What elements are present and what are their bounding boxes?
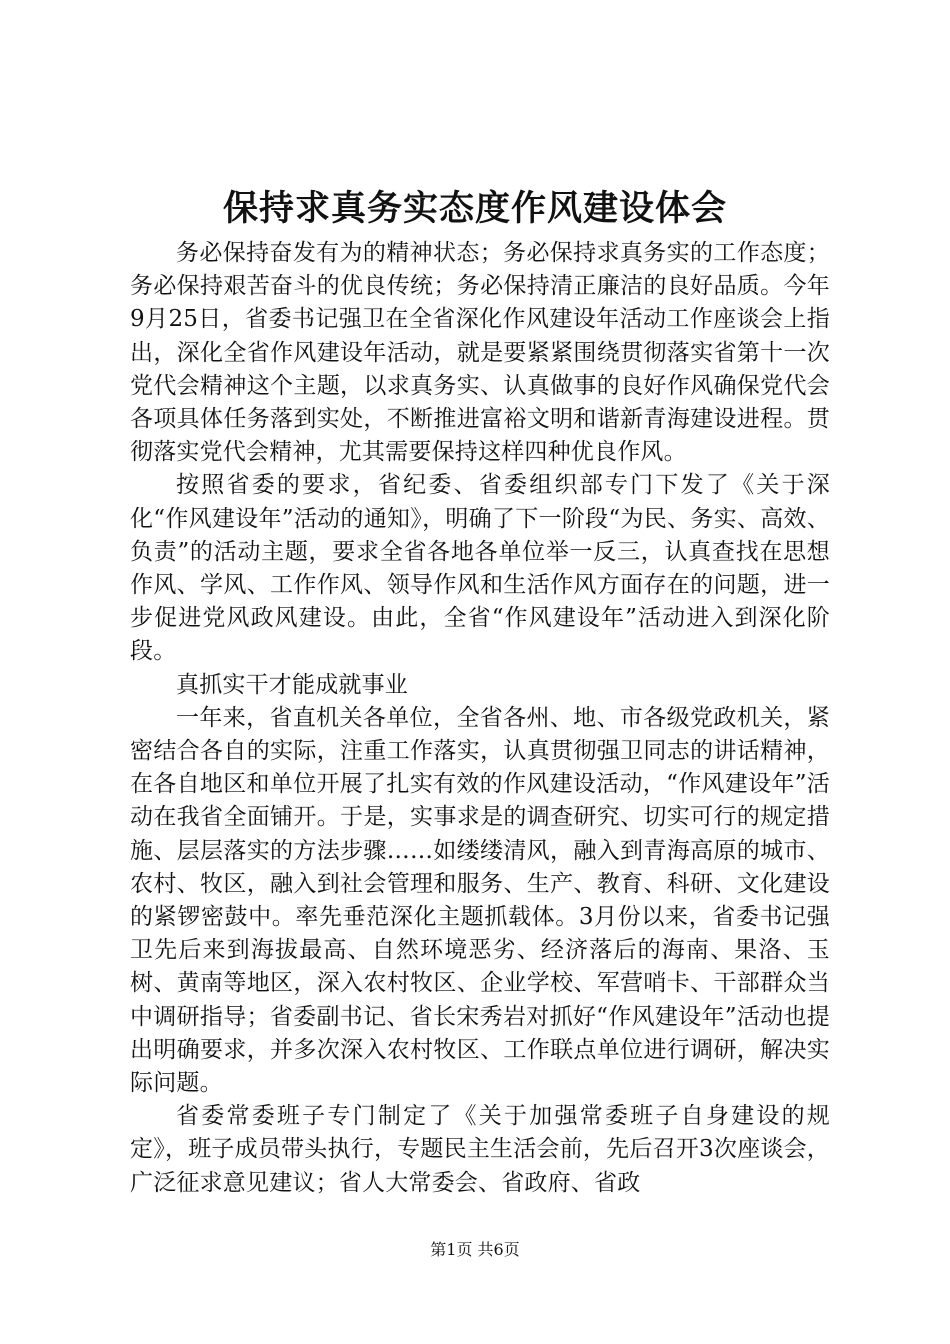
section-heading: 真抓实干才能成就事业 xyxy=(176,671,408,698)
page-number-footer: 第1页 共6页 xyxy=(430,1240,520,1259)
document-body xyxy=(130,237,830,1200)
paragraph-2: 按照省委的要求，省纪委、省委组织部专门下发了《关于深化“作风建设年”活动的通知》，明确了下一阶段“为民、务实、高效、负责”的活动主题，要求全省各地各单位举一反三，认真查找在思想作风、学风、工作作风、领导作风和生活作风方面存在的问题，进一步促进党风政风建设。由此，全省“作风建设年”活动进入到深化阶段。 xyxy=(130,472,830,665)
paragraph-3: 一年来，省直机关各单位，全省各州、地、市各级党政机关，紧密结合各自的实际，注重工作落实，认真贯彻强卫同志的讲话精神，在各自地区和单位开展了扎实有效的作风建设活动，“作风建设年”活动在我省全面铺开。于是，实事求是的调查研究、切实可行的规定措施、层层落实的方法步骤……如缕缕清风，融入到青海高原的城市、农村、牧区，融入到社会管理和服务、生产、教育、科研、文化建设的紧锣密鼓中。率先垂范深化主题抓载体。3月份以来，省委书记强卫先后来到海拔最高、自然环境恶劣、经济落后的海南、果洛、玉树、黄南等地区，深入农村牧区、企业学校、军营哨卡、干部群众当中调研指导；省委副书记、省长宋秀岩对抓好“作风建设年”活动也提出明确要求，并多次深入农村牧区、工作联点单位进行调研，解决实际问题。 xyxy=(130,704,830,1097)
paragraph-4: 省委常委班子专门制定了《关于加强常委班子自身建设的规定》，班子成员带头执行，专题民主生活会前，先后召开3次座谈会，广泛征求意见建议；省人大常委会、省政府、省政 xyxy=(130,1103,830,1196)
document-title: 保持求真务实态度作风建设体会 xyxy=(222,189,727,229)
paragraph-1: 务必保持奋发有为的精神状态；务必保持求真务实的工作态度；务必保持艰苦奋斗的优良传统；务必保持清正廉洁的良好品质。今年9月25日，省委书记强卫在全省深化作风建设年活动工作座谈会上指出，深化全省作风建设年活动，就是要紧紧围绕贯彻落实省第十一次党代会精神这个主题，以求真务实、认真做事的良好作风确保党代会各项具体任务落到实处，不断推进富裕文明和谐新青海建设进程。贯彻落实党代会精神，尤其需要保持这样四种优良作风。 xyxy=(130,240,830,466)
